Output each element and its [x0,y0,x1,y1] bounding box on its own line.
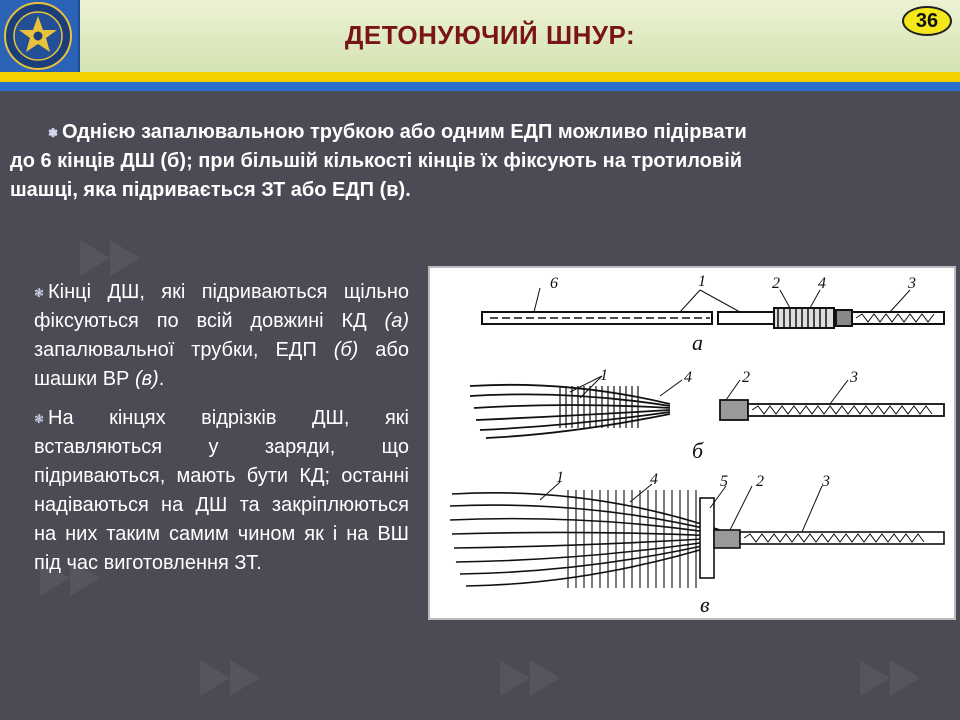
fig-a-label-2: 2 [772,275,780,292]
fig-b-label-4: 4 [684,369,692,386]
fig-b-label-3: 3 [850,369,858,386]
fig-a-label-6: 6 [550,275,558,292]
fig-b-label-1: 1 [600,367,608,384]
fig-a-label-1: 1 [698,273,706,290]
page-title: ДЕТОНУЮЧИЙ ШНУР: [344,20,636,50]
body-text-column [34,278,409,588]
fig-b-caption: б [692,438,704,463]
intro-line-1: Однією запалювальною трубкою або одним ЕДП можливо підірвати [62,121,747,143]
yellow-stripe [0,72,960,82]
fig-c-label-2: 2 [756,473,764,490]
fig-c-label-3: 3 [822,473,830,490]
fig-c-label-5: 5 [720,473,728,490]
fig-a-label-4: 4 [818,275,826,292]
intro-line-2: до 6 кінців ДШ (б); при більшій кількості кінців їх фіксують на тротиловій [10,150,743,172]
fig-b-label-2: 2 [742,369,750,386]
paragraph-2: ❃ На кінцях відрізків ДШ, які вставляються у заряди, що підриваються, мають бути КД; останні надіваються на ДШ та закріплюються на них таким самим чином як і на ВШ під час виготовлення ЗТ. [34,407,409,574]
figure-panel-b [470,376,944,438]
detonating-cord-figure [428,266,956,620]
fig-c-caption: в [700,592,710,617]
paragraph-1: ❃ Кінці ДШ, які підриваються щільно фіксуються по всій довжині КД (а) запалювальної трубки, ЕДП (б) або шашки ВР (в). [34,281,409,390]
fig-c-label-1: 1 [556,469,564,486]
fig-c-label-4: 4 [650,471,658,488]
page-number-badge: 36 [902,6,952,36]
fig-a-caption: а [692,330,703,355]
figure-panel-a [482,288,944,328]
bullet-icon: ❃ [48,126,59,140]
figure-panel-c [450,482,944,588]
intro-paragraph [10,118,950,205]
bullet-icon: ❃ [34,286,45,300]
fig-a-label-3: 3 [908,275,916,292]
bullet-icon: ❃ [34,412,45,426]
intro-line-3: шашці, яка підривається ЗТ або ЕДП (в). [10,179,411,201]
blue-stripe [0,82,960,91]
